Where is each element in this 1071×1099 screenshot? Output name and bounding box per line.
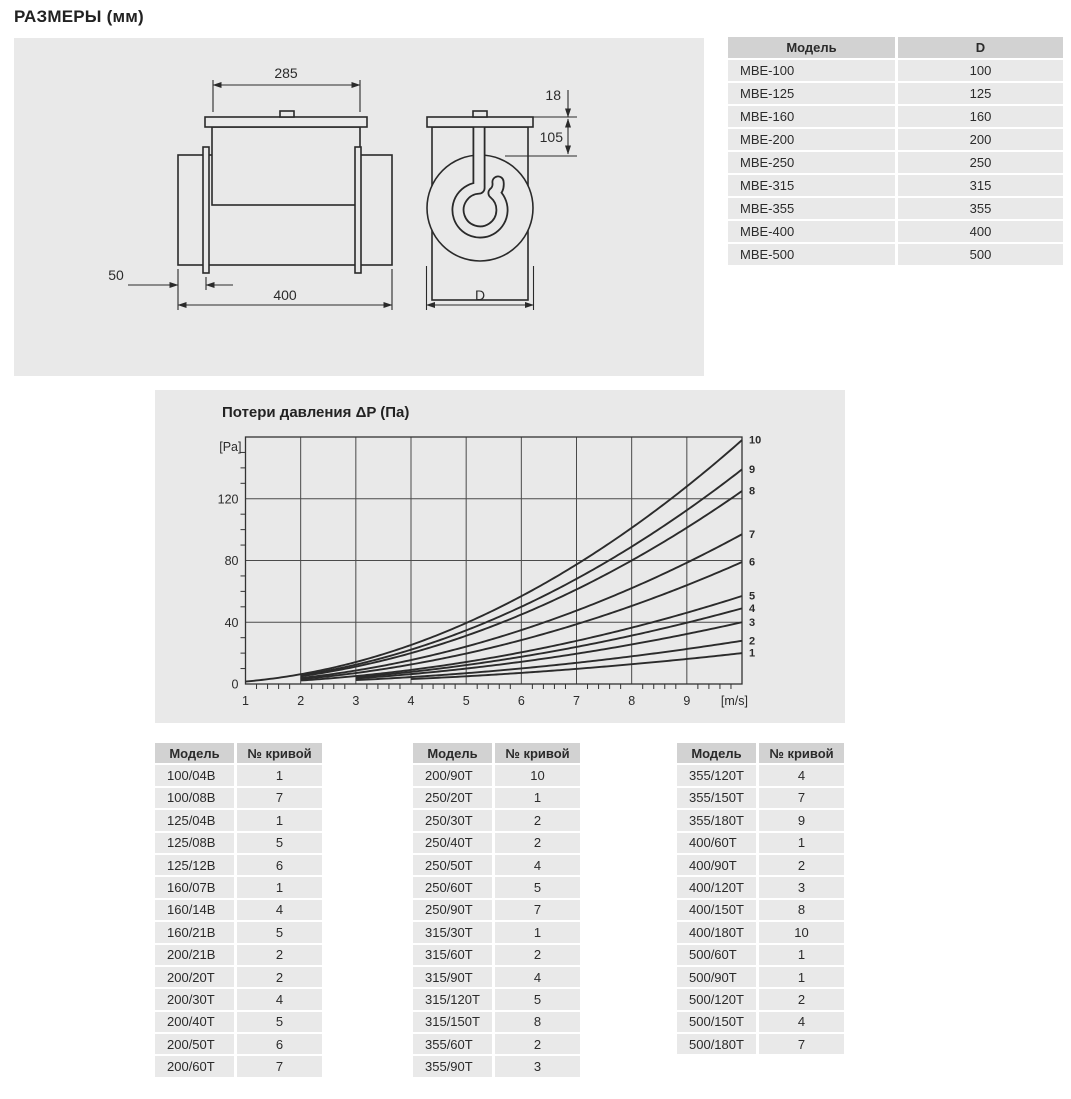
table-row [413, 989, 580, 1009]
curve-number-cell: 4 [759, 1012, 844, 1032]
table-row [155, 989, 322, 1009]
pressure-loss-chart [155, 390, 845, 723]
curve-label-9: 9 [749, 463, 756, 476]
technical-drawing [14, 38, 704, 376]
y-tick-label: 80 [224, 554, 239, 568]
curve-label-7: 7 [749, 528, 756, 541]
curve-number-cell: 2 [495, 945, 580, 965]
model-cell: 100/04B [155, 765, 234, 785]
table-row [677, 1012, 844, 1032]
curve-number-cell: 8 [495, 1012, 580, 1032]
model-cell: МВЕ-125 [728, 83, 895, 104]
curve-label-5: 5 [749, 590, 756, 603]
model-cell: 500/60T [677, 945, 756, 965]
model-header-cell: Модель [155, 743, 234, 763]
curve-number-cell: 6 [237, 1034, 322, 1054]
x-tick-label: 2 [297, 694, 305, 708]
curve-number-cell: 1 [495, 788, 580, 808]
table-row [413, 788, 580, 808]
model-cell: 400/60T [677, 833, 756, 853]
y-tick-label: 0 [231, 677, 239, 692]
curve-number-cell: 1 [759, 833, 844, 853]
model-cell: 200/21B [155, 945, 234, 965]
curve-number-cell: 2 [759, 855, 844, 875]
model-cell: МВЕ-100 [728, 60, 895, 81]
table-row [413, 877, 580, 897]
curve-label-4: 4 [749, 602, 756, 615]
table-row [677, 833, 844, 853]
model-cell: МВЕ-500 [728, 244, 895, 265]
curve-number-cell: 1 [759, 945, 844, 965]
d-value-cell: 315 [898, 175, 1063, 196]
table-row [413, 1056, 580, 1076]
curve-table-1 [155, 743, 322, 1077]
table-row [155, 765, 322, 785]
curve-number-cell: 8 [759, 900, 844, 920]
model-cell: 500/180T [677, 1034, 756, 1054]
curve-number-cell: 10 [759, 922, 844, 942]
curve-label-8: 8 [749, 485, 756, 498]
curve-number-cell: 1 [237, 810, 322, 830]
model-cell: МВЕ-160 [728, 106, 895, 127]
chart-title: Потери давления ΔP (Па) [222, 404, 410, 421]
model-cell: 400/90T [677, 855, 756, 875]
curve-number-cell: 4 [237, 900, 322, 920]
y-tick-label: 120 [217, 492, 239, 507]
d-value-cell: 200 [898, 129, 1063, 150]
table-row [413, 810, 580, 830]
table-row [677, 989, 844, 1009]
d-value-cell: 400 [898, 221, 1063, 242]
table-row [677, 877, 844, 897]
lid-plate-front [427, 117, 533, 127]
curve-number-header-cell: № кривой [495, 743, 580, 763]
model-cell: 355/90T [413, 1056, 492, 1076]
curve-number-cell: 1 [237, 877, 322, 897]
dimensions-drawing-panel [14, 38, 704, 376]
curve-number-cell: 10 [495, 765, 580, 785]
curve-number-cell: 2 [237, 945, 322, 965]
model-header-cell: Модель [728, 37, 895, 58]
curve-number-cell: 4 [495, 967, 580, 987]
x-tick-label: 5 [462, 694, 470, 708]
curve-table-3 [677, 743, 844, 1054]
curve-number-cell: 2 [237, 967, 322, 987]
table-row [155, 1034, 322, 1054]
curve-number-header-cell: № кривой [237, 743, 322, 763]
model-cell: 160/07B [155, 877, 234, 897]
table-row [677, 922, 844, 942]
table-header-row [728, 37, 1063, 58]
curve-table-2 [413, 743, 580, 1077]
table-row [677, 855, 844, 875]
dim-400-label: 400 [273, 287, 297, 303]
curve-number-cell: 7 [759, 788, 844, 808]
table-row [728, 60, 1063, 81]
table-row [728, 221, 1063, 242]
model-cell: 200/50T [155, 1034, 234, 1054]
model-cell: 200/90T [413, 765, 492, 785]
model-header-cell: Модель [677, 743, 756, 763]
model-cell: 355/150T [677, 788, 756, 808]
model-cell: 160/21B [155, 922, 234, 942]
table-row [728, 83, 1063, 104]
model-cell: 500/150T [677, 1012, 756, 1032]
table-row [155, 900, 322, 920]
curve-number-cell: 2 [759, 989, 844, 1009]
model-cell: 200/40T [155, 1012, 234, 1032]
curve-label-1: 1 [749, 647, 756, 660]
model-cell: 125/04B [155, 810, 234, 830]
x-tick-label: 8 [628, 694, 636, 708]
page-title: РАЗМЕРЫ (мм) [14, 7, 144, 26]
dim-285-label: 285 [274, 65, 298, 81]
model-cell: 315/60T [413, 945, 492, 965]
table-row [677, 765, 844, 785]
model-cell: МВЕ-355 [728, 198, 895, 219]
model-cell: 160/14B [155, 900, 234, 920]
curve-label-6: 6 [749, 556, 756, 569]
lid-nub [280, 111, 294, 117]
table-row [155, 967, 322, 987]
model-cell: МВЕ-250 [728, 152, 895, 173]
model-cell: 315/120T [413, 989, 492, 1009]
x-axis-unit-label: [m/s] [720, 694, 748, 708]
table-row [155, 788, 322, 808]
x-tick-label: 1 [242, 694, 249, 708]
table-row [677, 788, 844, 808]
curve-number-cell: 2 [495, 810, 580, 830]
table-row [155, 810, 322, 830]
d-value-cell: 160 [898, 106, 1063, 127]
d-value-cell: 125 [898, 83, 1063, 104]
model-cell: 500/120T [677, 989, 756, 1009]
model-header-cell: Модель [413, 743, 492, 763]
x-tick-label: 9 [683, 694, 691, 708]
table-row [155, 833, 322, 853]
curve-number-cell: 1 [237, 765, 322, 785]
model-cell: 250/20T [413, 788, 492, 808]
model-cell: 400/150T [677, 900, 756, 920]
x-tick-label: 6 [517, 694, 525, 708]
model-cell: 315/150T [413, 1012, 492, 1032]
curve-number-cell: 5 [237, 922, 322, 942]
connection-box [212, 127, 360, 205]
curve-number-cell: 4 [495, 855, 580, 875]
model-cell: 355/120T [677, 765, 756, 785]
table-row [413, 900, 580, 920]
curve-number-cell: 9 [759, 810, 844, 830]
model-cell: 100/08B [155, 788, 234, 808]
curve-label-2: 2 [749, 635, 756, 648]
flange-right [355, 147, 361, 273]
x-tick-label: 3 [352, 694, 360, 708]
table-row [677, 900, 844, 920]
front-view [427, 111, 533, 300]
model-d-table [728, 37, 1063, 265]
curve-number-cell: 7 [237, 1056, 322, 1076]
model-cell: 500/90T [677, 967, 756, 987]
dim-105-label: 105 [539, 129, 563, 145]
d-value-cell: 100 [898, 60, 1063, 81]
pressure-curve-4 [356, 608, 742, 677]
model-cell: 315/30T [413, 922, 492, 942]
curve-number-cell: 3 [759, 877, 844, 897]
model-cell: 250/50T [413, 855, 492, 875]
curve-number-cell: 5 [495, 989, 580, 1009]
model-cell: МВЕ-400 [728, 221, 895, 242]
curve-label-3: 3 [749, 616, 756, 629]
model-cell: 200/30T [155, 989, 234, 1009]
table-row [728, 129, 1063, 150]
y-tick-label: 40 [224, 615, 239, 630]
curve-number-cell: 5 [495, 877, 580, 897]
table-row [728, 244, 1063, 265]
table-row [413, 765, 580, 785]
model-cell: 250/30T [413, 810, 492, 830]
table-row [677, 967, 844, 987]
x-tick-label: 4 [407, 694, 415, 708]
model-cell: 250/60T [413, 877, 492, 897]
curve-number-cell: 4 [237, 989, 322, 1009]
curve-number-cell: 3 [495, 1056, 580, 1076]
table-row [413, 945, 580, 965]
model-cell: 125/12B [155, 855, 234, 875]
table-row [155, 877, 322, 897]
model-cell: 315/90T [413, 967, 492, 987]
lid-plate [205, 117, 367, 127]
table-row [728, 106, 1063, 127]
model-cell: МВЕ-200 [728, 129, 895, 150]
model-cell: 400/120T [677, 877, 756, 897]
curve-number-cell: 7 [495, 900, 580, 920]
y-axis-unit-label: [Pa] [219, 440, 242, 454]
flange-left [203, 147, 209, 273]
model-cell: 355/60T [413, 1034, 492, 1054]
table-row [155, 1012, 322, 1032]
table-row [155, 1056, 322, 1076]
table-row [728, 175, 1063, 196]
curve-number-cell: 5 [237, 833, 322, 853]
curve-number-cell: 1 [759, 967, 844, 987]
curve-number-cell: 4 [759, 765, 844, 785]
curve-number-cell: 6 [237, 855, 322, 875]
curve-number-cell: 2 [495, 1034, 580, 1054]
table-row [413, 833, 580, 853]
model-cell: 200/60T [155, 1056, 234, 1076]
curve-label-10: 10 [749, 434, 762, 447]
table-row [413, 855, 580, 875]
table-row [155, 855, 322, 875]
model-cell: 250/90T [413, 900, 492, 920]
table-row [677, 945, 844, 965]
curve-number-cell: 7 [759, 1034, 844, 1054]
pressure-loss-chart-panel [155, 390, 845, 723]
table-header-row [155, 743, 322, 763]
curve-number-cell: 1 [495, 922, 580, 942]
table-row [413, 1012, 580, 1032]
dim-D-label: D [474, 287, 486, 303]
curve-number-header-cell: № кривой [759, 743, 844, 763]
table-row [677, 810, 844, 830]
table-row [155, 945, 322, 965]
table-row [677, 1034, 844, 1054]
d-value-cell: 250 [898, 152, 1063, 173]
model-cell: 400/180T [677, 922, 756, 942]
table-row [413, 922, 580, 942]
x-tick-label: 7 [573, 694, 580, 708]
table-row [728, 198, 1063, 219]
model-cell: 355/180T [677, 810, 756, 830]
model-cell: 200/20T [155, 967, 234, 987]
curve-number-cell: 7 [237, 788, 322, 808]
table-header-row [413, 743, 580, 763]
curve-number-cell: 2 [495, 833, 580, 853]
table-header-row [677, 743, 844, 763]
dim-18-label: 18 [545, 87, 561, 103]
curve-number-cell: 5 [237, 1012, 322, 1032]
model-cell: 250/40T [413, 833, 492, 853]
d-header-cell: D [898, 37, 1063, 58]
d-value-cell: 355 [898, 198, 1063, 219]
side-view [178, 111, 392, 273]
model-cell: МВЕ-315 [728, 175, 895, 196]
model-cell: 125/08B [155, 833, 234, 853]
table-row [413, 1034, 580, 1054]
dim-50-label: 50 [108, 267, 124, 283]
table-row [728, 152, 1063, 173]
lid-nub-front [473, 111, 487, 117]
table-row [413, 967, 580, 987]
table-row [155, 922, 322, 942]
d-value-cell: 500 [898, 244, 1063, 265]
